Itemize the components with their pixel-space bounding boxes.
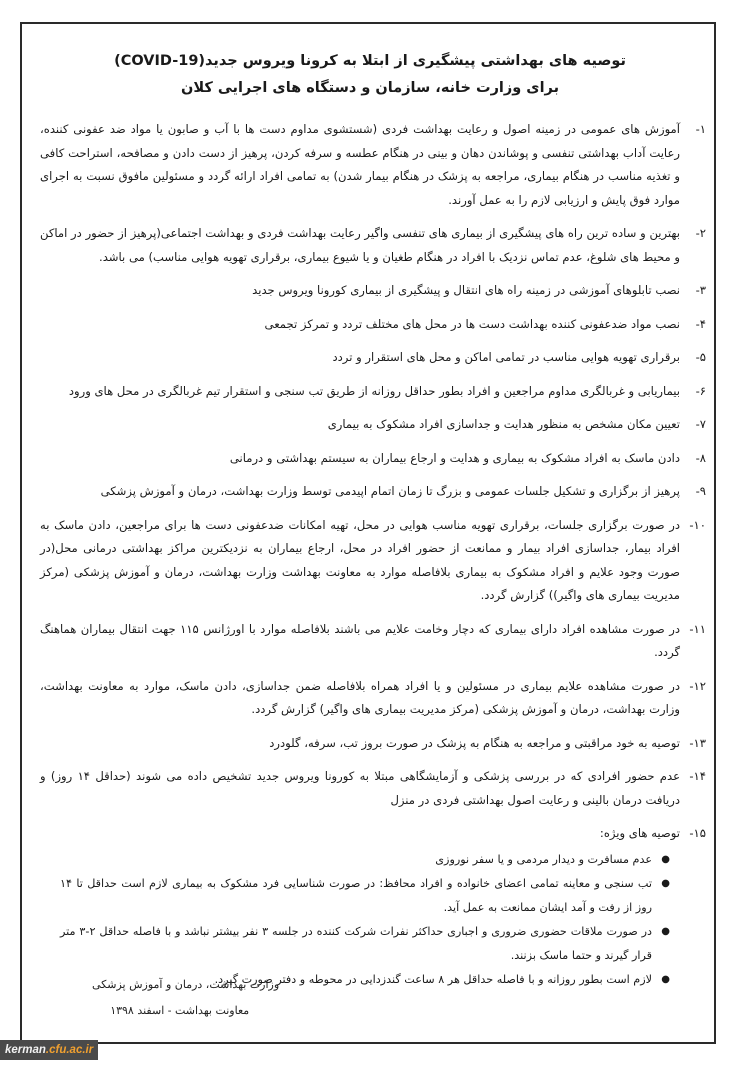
item-text: توصیه به خود مراقبتی و مراجعه به هنگام به پزشک در صورت بروز تب، سرفه، گلودرد — [269, 735, 680, 750]
signature-ministry: وزارت بهداشت، درمان و آموزش پزشکی — [92, 978, 280, 991]
item-number: ۳- — [695, 283, 706, 297]
list-item — [30, 346, 710, 370]
special-recommendations-list — [30, 848, 710, 992]
list-item — [30, 279, 710, 303]
item-text: نصب تابلوهای آموزشی در زمینه راه های انتقال و پیشگیری از بیماری کورونا ویروس جدید — [252, 283, 680, 297]
document-title-line-1: توصیه های بهداشتی پیشگیری از ابتلا به کرونا ویروس جدید(COVID-19) — [114, 53, 626, 69]
list-item — [30, 380, 710, 404]
bullet-item — [30, 920, 710, 968]
list-item — [30, 618, 710, 665]
item-number: ۹- — [695, 484, 706, 498]
bullet-text: تب سنجی و معاینه تمامی اعضای خانواده و افراد محافظ: در صورت شناسایی فرد مشکوک به بیماری لازم است حداقل تا ۱۴ روز از رفت و آمد ایشان ممانعت به عمل آید. — [60, 876, 652, 914]
bullet-dot-icon: ● — [661, 877, 670, 889]
list-item — [30, 118, 710, 212]
list-item — [30, 222, 710, 269]
item-text: عدم حضور افرادی که در بررسی پزشکی و آزمایشگاهی مبتلا به کورونا ویروس جدید تشخیص داده می شوند (حداقل ۱۴ روز) و دریافت درمان بالینی و رعایت اصول بهداشتی فردی در منزل — [40, 769, 680, 807]
bullet-text: در صورت ملاقات حضوری ضروری و اجباری حداکثر نفرات شرکت کننده در جلسه ۳ نفر بیشتر نباشد و با فاصله حداقل ۲-۳ متر قرار گیرند و حتما ماسک بزنند. — [60, 924, 652, 962]
item-number: ۱۰- — [689, 517, 706, 532]
bullet-text: لازم است بطور روزانه و با فاصله حداقل هر ۸ ساعت گندزدایی در محوطه و دفتر صورت گیرد. — [214, 972, 652, 986]
item-number: ۲- — [695, 226, 706, 240]
bullet-dot-icon: ● — [661, 973, 670, 985]
item-number: ۷- — [695, 417, 706, 431]
bullet-dot-icon: ● — [661, 925, 670, 937]
item-text: تعیین مکان مشخص به منظور هدایت و جداسازی افراد مشکوک به بیماری — [327, 417, 680, 431]
item-text: برقراری تهویه هوایی مناسب در تمامی اماکن و محل های استقرار و تردد — [332, 350, 680, 364]
item-text: در صورت مشاهده افراد دارای بیماری که دچار وخامت علایم می باشند بلافاصله موارد با اورژانس ۱۱۵ جهت انتقال بیماران هماهنگ گردد. — [40, 621, 680, 659]
list-item — [30, 413, 710, 437]
list-item — [30, 675, 710, 722]
item-number: ۱۴- — [689, 769, 706, 783]
item-number: ۸- — [695, 450, 706, 465]
item-text: در صورت برگزاری جلسات، برقراری تهویه مناسب هوایی در محل، تهیه امکانات ضدعفونی دست ها برای مراجعین، دادن ماسک به افراد بیمار، جداسازی افراد بیمار و ممانعت از حضور افراد در محل، ارجاع بیماران به نزدیکترین مراکز بهداشتی درمانی محل(در صورت وجود علایم و افراد مشکوک به بیماری بلافاصله موارد به معاونت بهداشت وزارت بهداشت، درمان و آموزش پزشکی (مرکز مدیریت بیماری های واگیر)) گزارش گردد. — [40, 517, 680, 602]
list-item — [30, 765, 710, 812]
signature-deputy-date: معاونت بهداشت - اسفند ۱۳۹۸ — [110, 1004, 250, 1017]
item-number: ۴- — [695, 316, 706, 331]
list-item — [30, 313, 710, 337]
document-title-line-2: برای وزارت خانه، سازمان و دستگاه های اجرایی کلان — [180, 80, 560, 96]
item-text: دادن ماسک به افراد مشکوک به بیماری و هدایت و ارجاع بیماران به سیستم بهداشتی و درمانی — [229, 450, 680, 465]
signature-block — [92, 972, 279, 1024]
item-number: ۶- — [695, 383, 706, 398]
bullet-dot-icon: ● — [661, 853, 670, 865]
item-number: ۵- — [695, 350, 706, 364]
watermark-domain: .cfu.ac.ir — [45, 1044, 94, 1056]
item-text: بهترین و ساده ترین راه های پیشگیری از بیماری های تنفسی واگیر رعایت بهداشت فردی و بهداشت اجتماعی(پرهیز از حضور در اماکن و محیط های شلوغ، عدم تماس نزدیک با افراد در هنگام طغیان و یا شیوع بیماری، برقراری تهویه هوایی مناسب) می باشد. — [40, 226, 680, 264]
bullet-item — [30, 848, 710, 872]
item-number: ۱۵- — [689, 826, 706, 840]
list-item — [30, 514, 710, 608]
list-item — [30, 447, 710, 471]
item-number: ۱۲- — [689, 678, 706, 693]
item-text: پرهیز از برگزاری و تشکیل جلسات عمومی و بزرگ تا زمان اتمام اپیدمی توسط وزارت بهداشت، درمان و آموزش پزشکی — [100, 484, 680, 498]
list-item — [30, 822, 710, 846]
item-text: در صورت مشاهده علایم بیماری در مسئولین و یا افراد همراه بلافاصله ضمن جداسازی، دادن ماسک، موارد به معاونت بهداشت، وزارت بهداشت، درمان و آموزش پزشکی (مرکز مدیریت بیماری های واگیر) گزارش گردد. — [40, 678, 680, 716]
item-text: نصب مواد ضدعفونی کننده بهداشت دست ها در محل های مختلف تردد و تمرکز تجمعی — [264, 316, 680, 331]
item-text: آموزش های عمومی در زمینه اصول و رعایت بهداشت فردی (شستشوی مداوم دست ها با آب و صابون یا مواد ضد عفونی کننده، رعایت آداب بهداشتی تنفسی و پوشاندن دهان و بینی در هنگام عطسه و سرفه کردن، پرهیز از دست دادن و مصافحه، استراحت کافی و تغذیه مناسب در هنگام بیماری، مراجعه به پزشک در هنگام بیمار شدن) به تمامی افراد ارائه گردد و مسئولین مافوق نسبت به اجرای موارد فوق پایش و ارزیابی لازم را به عمل آورند. — [40, 122, 680, 207]
bullet-text: عدم مسافرت و دیدار مردمی و یا سفر نوروزی — [435, 852, 652, 866]
list-item — [30, 480, 710, 504]
bullet-item — [30, 872, 710, 920]
item-text: بیماریابی و غربالگری مداوم مراجعین و افراد بطور حداقل روزانه از طریق تب سنجی و استقرار تیم غربالگری در محل های ورود — [68, 383, 680, 398]
list-item — [30, 732, 710, 756]
watermark-host: kerman — [5, 1044, 46, 1056]
recommendations-list — [30, 118, 710, 992]
site-watermark — [0, 1040, 98, 1060]
item-text: توصیه های ویژه: — [599, 826, 680, 840]
item-number: ۱۳- — [689, 735, 706, 750]
document-body — [30, 48, 710, 992]
item-number: ۱۱- — [689, 621, 706, 636]
item-number: ۱- — [695, 122, 706, 136]
